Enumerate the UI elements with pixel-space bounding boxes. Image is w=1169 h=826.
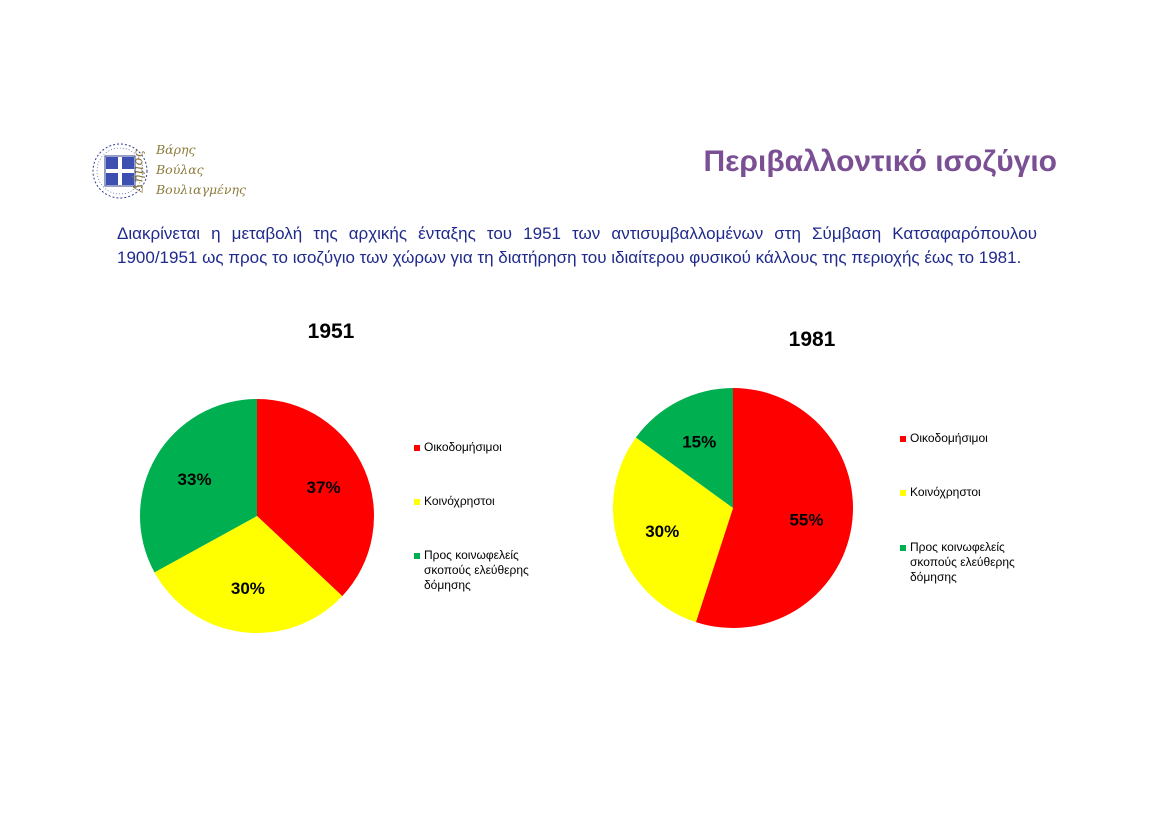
chart-title-1951: 1951 bbox=[307, 320, 355, 343]
legend-label: Οικοδομήσιμοι bbox=[910, 431, 988, 445]
logo-line-1: Βάρης bbox=[156, 142, 196, 157]
chart-title-1981: 1981 bbox=[788, 328, 836, 351]
legend-item-public-benefit bbox=[900, 540, 1040, 585]
logo-line-2: Βούλας bbox=[156, 162, 204, 177]
data-label-common: 30% bbox=[230, 578, 265, 598]
legend-label: Κοινόχρηστοι bbox=[910, 485, 981, 499]
legend-label: Προς κοινωφελείς σκοπούς ελεύθερης δόμησης bbox=[424, 548, 529, 592]
data-label-common: 30% bbox=[645, 521, 680, 541]
legend-item-common bbox=[900, 485, 981, 500]
page-title: Περιβαλλοντικό ισοζύγιο bbox=[703, 145, 1057, 178]
legend-label: Κοινόχρηστοι bbox=[424, 494, 495, 508]
data-label-public-benefit: 15% bbox=[682, 432, 717, 452]
intro-paragraph: Διακρίνεται η μεταβολή της αρχικής ένταξης του 1951 των αντισυμβαλλομένων στη Σύμβαση Κατσαφαρόπουλου 1900/1951 ως προς το ισοζύγιο των χώρων για τη διατήρηση του ιδιαίτερου φυσικού κάλλους της περιοχής έως το 1981. bbox=[117, 224, 1037, 267]
logo-line-3: Βουλιαγμένης bbox=[156, 182, 246, 197]
legend-label: Οικοδομήσιμοι bbox=[424, 440, 502, 454]
data-label-buildable: 55% bbox=[789, 510, 824, 530]
legend-swatch-green bbox=[900, 545, 906, 551]
legend-swatch-red bbox=[900, 436, 906, 442]
legend-label: Προς κοινωφελείς σκοπούς ελεύθερης δόμησης bbox=[910, 540, 1015, 584]
data-label-public-benefit: 33% bbox=[177, 470, 212, 490]
logo-vertical-word: Δήμος bbox=[131, 149, 147, 193]
legend-item-buildable bbox=[900, 431, 988, 446]
legend-swatch-yellow bbox=[900, 490, 906, 496]
data-label-buildable: 37% bbox=[306, 478, 341, 498]
